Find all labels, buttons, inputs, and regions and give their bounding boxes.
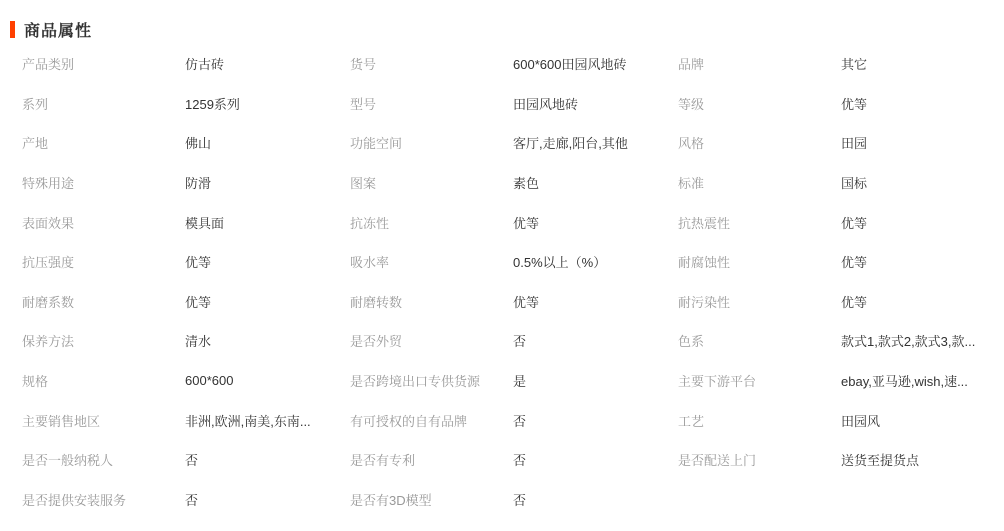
attr-cell: [350, 400, 678, 440]
attr-value: ebay,亚马逊,wish,速...: [841, 374, 968, 390]
attr-cell: [22, 361, 350, 401]
attr-cell: [22, 84, 350, 124]
attr-cell: [22, 242, 350, 282]
attr-value: 素色: [513, 176, 540, 192]
attr-value: 其它: [841, 57, 868, 73]
attr-value: 优等: [185, 255, 212, 271]
attr-label: 是否一般纳税人: [22, 453, 114, 469]
attr-value: 清水: [185, 334, 212, 350]
attr-label: 产地: [22, 136, 49, 152]
attr-value: 否: [513, 453, 527, 469]
attr-cell: [350, 321, 678, 361]
attr-label: 图案: [350, 176, 377, 192]
attr-value: 田园风: [841, 413, 881, 429]
attr-value: 防滑: [185, 176, 212, 192]
attr-value: 款式1,款式2,款式3,款...: [841, 334, 976, 350]
attr-label: 主要销售地区: [22, 413, 101, 429]
attr-cell: [678, 242, 1004, 282]
attr-value: 否: [185, 453, 199, 469]
attr-value: 优等: [841, 255, 868, 271]
attr-value: 模具面: [185, 215, 225, 231]
attr-cell: [22, 321, 350, 361]
attr-label: 抗压强度: [22, 255, 75, 271]
attr-cell: [350, 282, 678, 322]
attr-label: 功能空间: [350, 136, 403, 152]
attr-value: 否: [185, 492, 199, 508]
attr-value: 优等: [841, 215, 868, 231]
attribute-grid: [22, 44, 1004, 519]
attr-cell: [22, 400, 350, 440]
attr-value: 非洲,欧洲,南美,东南...: [185, 413, 311, 429]
attr-cell: [678, 202, 1004, 242]
attr-cell: [22, 163, 350, 203]
attr-value: 国标: [841, 176, 868, 192]
attr-cell: [22, 44, 350, 84]
attr-label: 是否有专利: [350, 453, 416, 469]
attr-label: 是否提供安装服务: [22, 492, 127, 508]
attr-cell: [350, 202, 678, 242]
section-header: [10, 20, 1004, 38]
attr-cell: [350, 163, 678, 203]
attr-value: 田园: [841, 136, 868, 152]
attr-label: 工艺: [678, 413, 705, 429]
attr-label: 特殊用途: [22, 176, 75, 192]
attr-value: 优等: [513, 215, 540, 231]
attr-label: 表面效果: [22, 215, 75, 231]
attr-label: 耐磨系数: [22, 294, 75, 310]
attr-cell: [22, 440, 350, 480]
attr-cell: [678, 361, 1004, 401]
attr-cell: [678, 282, 1004, 322]
attr-cell: [678, 84, 1004, 124]
attr-cell: [678, 321, 1004, 361]
attr-label: 有可授权的自有品牌: [350, 413, 468, 429]
attr-label: 吸水率: [350, 255, 390, 271]
attr-value: 送货至提货点: [841, 453, 920, 469]
attr-value: 客厅,走廊,阳台,其他: [513, 136, 628, 152]
attr-cell: [350, 44, 678, 84]
attr-cell: [22, 480, 350, 520]
attr-value: 0.5%以上（%）: [513, 255, 607, 271]
attr-cell: [350, 84, 678, 124]
attr-cell: [22, 282, 350, 322]
attr-value: 否: [513, 334, 527, 350]
attr-label: 品牌: [678, 57, 705, 73]
attr-value: 佛山: [185, 136, 212, 152]
attr-label: 耐磨转数: [350, 294, 403, 310]
attr-label: 是否配送上门: [678, 453, 757, 469]
attr-value: 600*600田园风地砖: [513, 57, 627, 73]
attr-label: 等级: [678, 96, 705, 112]
attr-cell: [678, 440, 1004, 480]
attr-value: 优等: [185, 294, 212, 310]
attr-label: 是否跨境出口专供货源: [350, 374, 481, 390]
attr-label: 是否外贸: [350, 334, 403, 350]
attr-label: 是否有3D模型: [350, 492, 432, 508]
attr-value: 是: [513, 374, 527, 390]
attr-label: 风格: [678, 136, 705, 152]
attr-label: 耐腐蚀性: [678, 255, 731, 271]
attr-cell-empty: [678, 480, 1004, 520]
attr-value: 否: [513, 413, 527, 429]
attr-label: 保养方法: [22, 334, 75, 350]
attr-cell: [22, 123, 350, 163]
attr-cell: [350, 440, 678, 480]
attr-label: 规格: [22, 374, 49, 390]
attr-value: 600*600: [185, 373, 234, 389]
attr-cell: [678, 123, 1004, 163]
attr-cell: [678, 44, 1004, 84]
attr-cell: [350, 480, 678, 520]
accent-bar-icon: [10, 21, 15, 38]
attr-cell: [678, 400, 1004, 440]
attr-value: 优等: [513, 294, 540, 310]
attr-label: 抗冻性: [350, 215, 390, 231]
page-title: 商品属性: [24, 22, 93, 40]
attr-cell: [350, 242, 678, 282]
attr-label: 系列: [22, 96, 49, 112]
attr-label: 主要下游平台: [678, 374, 757, 390]
attr-value: 田园风地砖: [513, 96, 579, 112]
attr-value: 优等: [841, 96, 868, 112]
attr-cell: [678, 163, 1004, 203]
attr-label: 耐污染性: [678, 294, 731, 310]
attr-label: 抗热震性: [678, 215, 731, 231]
attr-value: 仿古砖: [185, 57, 225, 73]
attr-cell: [350, 361, 678, 401]
attr-cell: [350, 123, 678, 163]
attr-cell: [22, 202, 350, 242]
attr-label: 标准: [678, 176, 705, 192]
attr-label: 产品类别: [22, 57, 75, 73]
attr-value: 优等: [841, 294, 868, 310]
attr-value: 1259系列: [185, 96, 240, 112]
attr-label: 货号: [350, 57, 377, 73]
attr-label: 型号: [350, 96, 377, 112]
attr-value: 否: [513, 492, 527, 508]
attr-label: 色系: [678, 334, 705, 350]
